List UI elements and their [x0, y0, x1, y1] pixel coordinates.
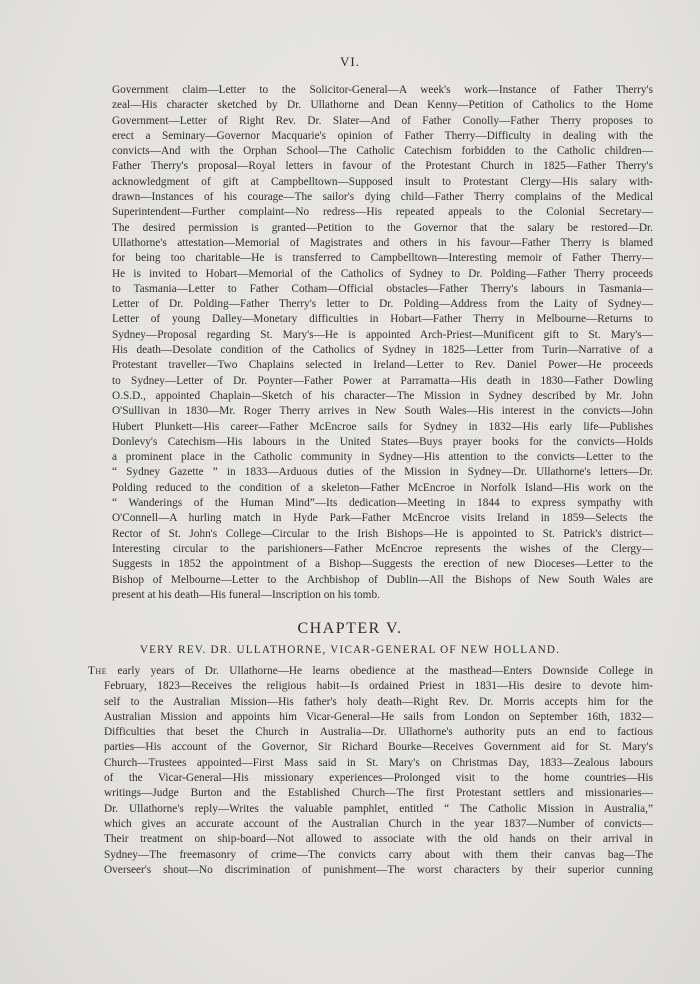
summary-line: present at his death—His funeral—Inscription on his tomb.	[112, 588, 380, 601]
summary-line: He is invited to Hobart—Memorial of the Catholics of Sydney to Dr. Polding—Father Therry proceeds	[112, 267, 653, 280]
chapter-line: self to the Australian Mission—His father's holy death—Right Rev. Dr. Morris accepts him for the	[104, 695, 653, 708]
summary-line: O'Sullivan in 1830—Mr. Roger Therry arrives in New South Wales—His interest in the convicts—John	[112, 405, 653, 418]
summary-line: Interesting circular to the parishioners—Father McEncroe represents the wishes of the Clergy—	[112, 542, 653, 555]
chapter-line: Dr. Ullathorne's reply—Writes the valuable pamphlet, entitled “ The Catholic Mission in Australia,”	[104, 802, 653, 815]
page-number: VI.	[340, 54, 360, 69]
summary-line: O.S.D., appointed Chaplain—Sketch of his character—The Mission in Sydney described by Mr. John	[112, 389, 653, 402]
summary-line: drawn—Instances of his courage—The sailor's dying child—Father Therry complains of the Medical	[112, 191, 653, 204]
summary-line: acknowledgment of gift at Campbelltown—Supposed insult to Protestant Clergy—His salary with-	[112, 175, 653, 188]
chapter-heading: CHAPTER V.	[297, 620, 403, 637]
chapter-line: Overseer's shout—No discrimination of punishment—The worst characters by their superior cunning	[104, 863, 653, 876]
chapter-line	[88, 664, 653, 679]
summary-line: Rector of St. John's College—Circular to the Irish Bishops—He is appointed to St. Patrick's district—	[112, 527, 653, 540]
lead-word: The	[88, 665, 108, 677]
chapter-line: of the Vicar-General—His missionary experiences—Prolonged visit to the home countries—His	[104, 772, 653, 785]
summary-line: “ Sydney Gazette ” in 1833—Arduous duties of the Mission in Sydney—Dr. Ullathorne's letters—Dr.	[112, 466, 653, 479]
chapter-contents-paragraph	[88, 664, 653, 878]
summary-line: for being too charitable—He is transferred to Campbelltown—Interesting memoir of Father Therry—	[112, 252, 653, 265]
chapter-line-text: early years of Dr. Ullathorne—He learns obedience at the masthead—Enters Downside College in	[107, 665, 653, 677]
chapter-line: Australian Mission and appoints him Vicar-General—He sails from London on September 16th, 1832—	[104, 710, 653, 723]
summary-line: Hubert Plunkett—His career—Father McEncroe sails for Sydney in 1832—His early life—Publishes	[112, 420, 653, 433]
summary-line: Bishop of Melbourne—Letter to the Archbishop of Dublin—All the Bishops of New South Wales are	[112, 573, 653, 586]
summary-line: Protestant traveller—Two Chaplains selected in Ireland—Letter to Rev. Daniel Power—He proceeds	[112, 359, 653, 372]
summary-line: Government claim—Letter to the Solicitor-General—A week's work—Instance of Father Therry's	[112, 84, 653, 96]
summary-line: Government—Letter of Right Rev. Dr. Slater—And of Father Conolly—Father Therry proposes to	[112, 114, 653, 127]
chapter-line: Difficulties that beset the Church in Australia—Dr. Ullathorne's authority puts an end to factious	[104, 726, 653, 739]
summary-line: Suggests in 1852 the appointment of a Bishop—Suggests the erection of new Dioceses—Letter to the	[112, 558, 653, 571]
summary-line: to Tasmania—Letter to Father Cotham—Official obstacles—Father Therry's labours in Tasmania—	[112, 282, 653, 295]
summary-line: Letter of young Dalley—Monetary difficulties in Hobart—Father Therry in Melbourne—Returns to	[112, 313, 653, 326]
summary-line: Donlevy's Catechism—His labours in the United States—Buys prayer books for the convicts—Holds	[112, 435, 653, 448]
chapter-line: Church—Trustees appointed—First Mass said in St. Mary's on Christmas Day, 1833—Zealous labours	[104, 756, 653, 769]
summary-line: Father Therry's proposal—Royal letters in favour of the Protestant Church in 1825—Father Therry's	[112, 160, 653, 173]
chapter-subtitle: VERY REV. DR. ULLATHORNE, VICAR-GENERAL OF NEW HOLLAND.	[139, 644, 561, 656]
summary-line: a prominent place in the Catholic community in Sydney—His attention to the convicts—Letter to the	[112, 451, 653, 464]
chapter-line: writings—Judge Burton and the Established Church—The first Protestant settlers and missionaries—	[104, 787, 653, 800]
summary-line: His death—Desolate condition of the Catholics of Sydney in 1825—Letter from Turin—Narrative of a	[112, 344, 653, 357]
summary-line: erect a Seminary—Governor Macquarie's opinion of Father Therry—Difficulty in dealing with the	[112, 129, 653, 142]
chapter-summary-paragraph	[112, 83, 653, 603]
chapter-line: February, 1823—Receives the religious habit—Is ordained Priest in 1831—His desire to devote him-	[104, 680, 653, 693]
summary-line: Ullathorne's attestation—Memorial of Magistrates and others in his favour—Father Therry is blamed	[112, 236, 653, 249]
summary-line: Polding reduced to the condition of a skeleton—Father McEncroe in Norfolk Island—His work on the	[112, 481, 653, 494]
summary-line: O'Connell—A hurling match in Hyde Park—Father McEncroe visits Ireland in 1859—Selects the	[112, 512, 653, 525]
summary-line: convicts—And with the Orphan School—The Catholic Catechism forbidden to the Catholic children—	[112, 145, 653, 158]
summary-line: zeal—His character sketched by Dr. Ullathorne and Dean Kenny—Petition of Catholics to the Home	[112, 99, 653, 112]
summary-line: Superintendent—Further complaint—No redress—His repeated appeals to the Colonial Secretary—	[112, 206, 653, 219]
chapter-line: Sydney—The freemasonry of crime—The convicts carry about with them their canvas bag—The	[104, 848, 653, 861]
summary-line: “ Wanderings of the Human Mind”—Its dedication—Meeting in 1844 to express sympathy with	[112, 497, 653, 510]
summary-line: Letter of Dr. Polding—Father Therry's letter to Dr. Polding—Address from the Laity of Sydney—	[112, 298, 653, 311]
chapter-line: parties—His account of the Governor, Sir Richard Bourke—Receives Government aid for St. Mary's	[104, 741, 653, 754]
chapter-line: Their treatment on ship-board—Not allowed to associate with the old hands on their arrival in	[104, 833, 653, 846]
chapter-line: which gives an accurate account of the Australian Church in the year 1837—Number of convicts—	[104, 817, 653, 830]
summary-line: to Sydney—Letter of Dr. Poynter—Father Power at Parramatta—His death in 1830—Father Dowling	[112, 374, 653, 387]
summary-line: The desired permission is granted—Petition to the Governor that the salary be restored—Dr.	[112, 221, 653, 234]
summary-line: Sydney—Proposal regarding St. Mary's—He is appointed Arch-Priest—Munificent gift to St. Mary's—	[112, 328, 653, 341]
